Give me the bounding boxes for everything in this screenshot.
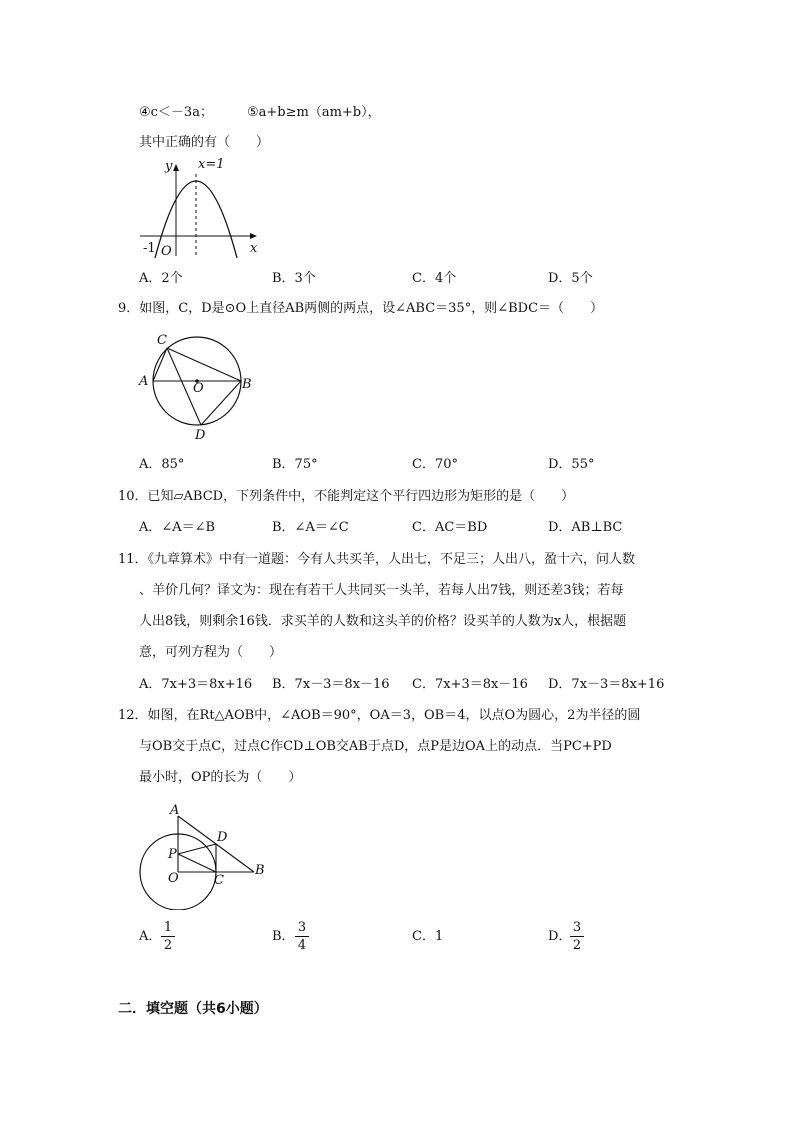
q12-fig-c: C — [214, 873, 224, 888]
q9-fig-a: A — [139, 374, 149, 389]
q8-fig-origin: O — [161, 244, 172, 259]
q12-option-a-label: A． — [139, 929, 162, 944]
q8-option-c: C．4个 — [412, 271, 457, 286]
q12-option-b-numerator: 3 — [295, 920, 309, 937]
q12-option-a-numerator: 1 — [161, 920, 175, 937]
q10-option-d: D．AB⊥BC — [548, 520, 623, 535]
q8-option-a: A．2个 — [139, 271, 183, 286]
q12-triangle-figure — [136, 798, 271, 910]
q8-option4: ④c＜－3a； — [139, 105, 213, 120]
q12-option-a-denominator: 2 — [163, 938, 173, 953]
q11-line-3: 人出8钱，则剩余16钱．求买羊的人数和这头羊的价格？设买羊的人数为x人，根据题 — [139, 614, 627, 629]
q12-fig-d: D — [217, 830, 228, 845]
q9-circle-figure — [134, 330, 264, 445]
q11-option-a: A．7x+3＝8x+16 — [139, 677, 253, 692]
q12-fig-a: A — [170, 803, 180, 818]
q12-line-3: 最小时，OP的长为（ ） — [139, 770, 302, 785]
q12-option-b-denominator: 4 — [297, 938, 307, 953]
q12-fig-o: O — [168, 871, 179, 886]
q11-line-4: 意，可列方程为（ ） — [139, 645, 283, 660]
q12-option-d-label: D． — [548, 929, 572, 944]
q9-fig-d: D — [195, 428, 206, 443]
q12-option-b-fraction — [295, 920, 309, 953]
q10-stem: 10．已知▱ABCD，下列条件中，不能判定这个平行四边形为矩形的是（ ） — [118, 489, 575, 504]
q12-option-d-denominator: 2 — [572, 938, 582, 953]
q8-option-b: B．3个 — [272, 271, 316, 286]
q10-option-c: C．AC＝BD — [412, 520, 488, 535]
q12-line-2: 与OB交于点C，过点C作CD⊥OB交AB于点D，点P是边OA上的动点．当PC+PD — [139, 739, 612, 754]
q12-line-1: 12．如图，在Rt△AOB中，∠AOB＝90°，OA＝3，OB＝4，以点O为圆心，2为半径的圆 — [118, 708, 641, 723]
q11-line-2: 、羊价几何？译文为：现在有若干人共同买一头羊，若每人出7钱，则还差3钱；若每 — [139, 583, 624, 598]
q9-option-d: D．55° — [548, 457, 595, 472]
q9-fig-o: O — [193, 381, 204, 396]
q9-fig-c: C — [157, 333, 167, 348]
q12-fig-b: B — [255, 863, 265, 878]
q9-option-c: C．70° — [412, 457, 458, 472]
q12-option-d-numerator: 3 — [570, 920, 584, 937]
q12-option-b-label: B． — [272, 929, 295, 944]
section-fill-in-heading: 二．填空题（共6小题） — [118, 1001, 268, 1017]
q12-option-d-fraction — [570, 920, 584, 953]
q12-fig-p: P — [168, 847, 177, 862]
q9-fig-b: B — [242, 377, 252, 392]
q9-stem: 9．如图，C，D是⊙O上直径AB两侧的两点，设∠ABC＝35°，则∠BDC＝（ ） — [118, 301, 604, 316]
q11-line-1: 11．《九章算术》中有一道题：今有人共买羊，人出七，不足三；人出八，盈十六，问人数 — [118, 552, 636, 567]
q9-option-b: B．75° — [272, 457, 318, 472]
q8-fig-y: y — [165, 159, 173, 174]
q8-fig-neg1: -1 — [143, 241, 156, 256]
q8-fig-xeq: x=1 — [198, 157, 225, 172]
q8-parabola-figure — [138, 156, 263, 260]
q8-option-d: D．5个 — [548, 271, 593, 286]
q8-option5: ⑤a+b≥m（am+b）， — [247, 105, 381, 120]
q8-fig-x: x — [250, 241, 258, 256]
q10-option-a: A．∠A＝∠B — [139, 520, 216, 535]
q11-option-b: B．7x－3＝8x－16 — [272, 677, 390, 692]
q8-prompt: 其中正确的有（ ） — [139, 135, 270, 150]
q12-option-c: C．1 — [412, 929, 444, 944]
q12-option-a-fraction — [161, 920, 175, 953]
q11-option-c: C．7x+3＝8x－16 — [412, 677, 528, 692]
q10-option-b: B．∠A＝∠C — [272, 520, 349, 535]
q9-option-a: A．85° — [139, 457, 185, 472]
q11-option-d: D．7x－3＝8x+16 — [548, 677, 665, 692]
